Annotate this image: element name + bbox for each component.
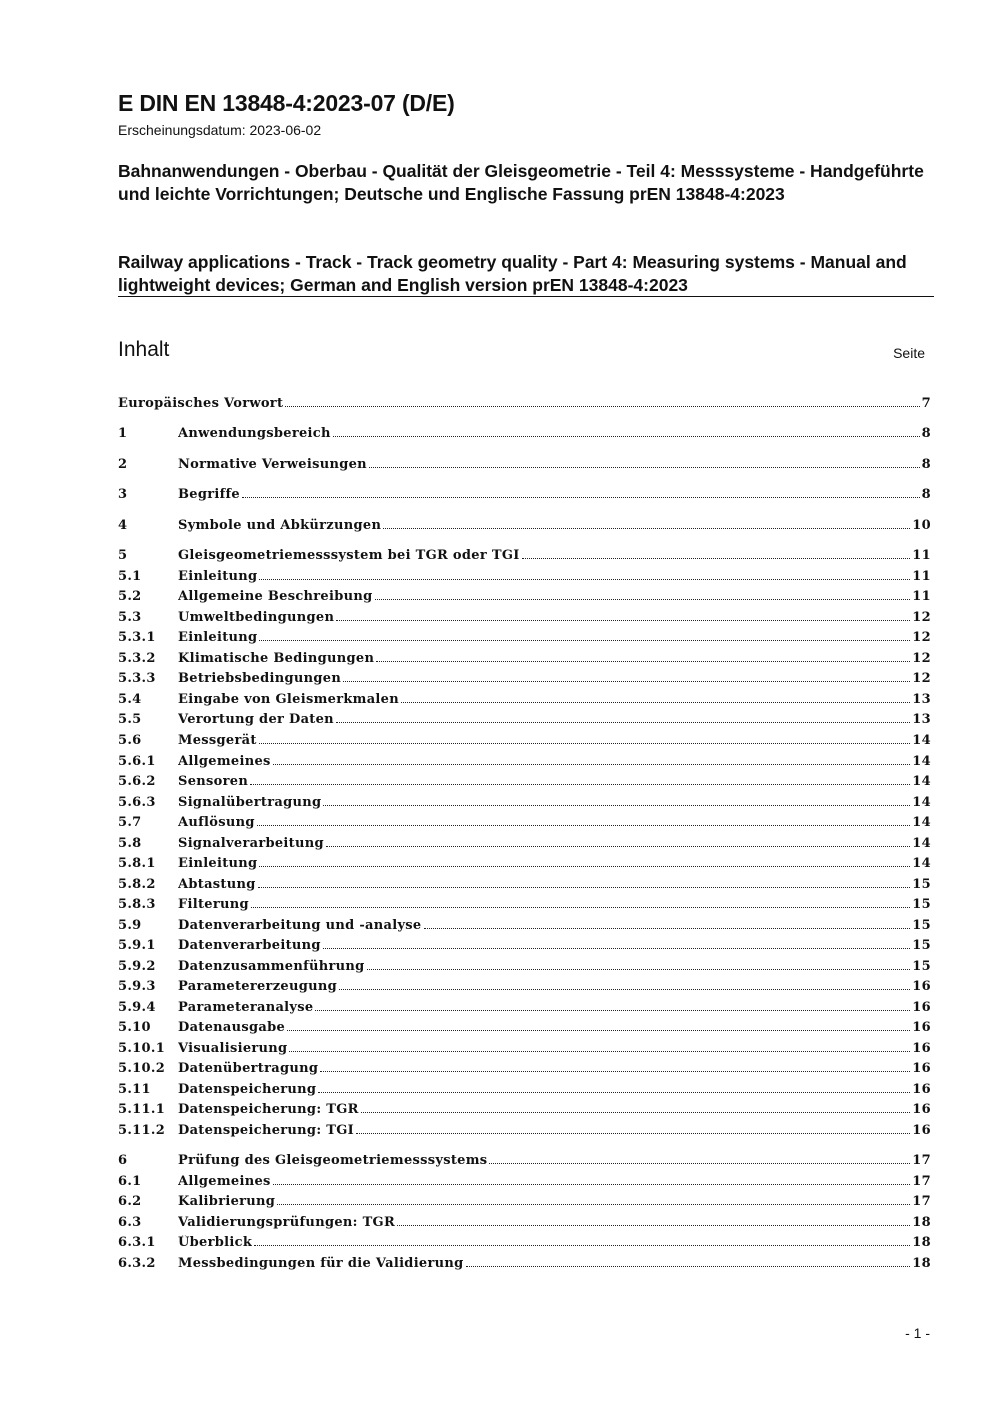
toc-entry-page: 18 xyxy=(912,1256,931,1271)
toc-entry-page: 15 xyxy=(912,959,931,974)
toc-entry[interactable] xyxy=(118,1174,931,1194)
toc-entry-page: 12 xyxy=(912,671,931,686)
toc-entry-title: Symbole und Abkürzungen xyxy=(178,518,382,533)
toc-entry-page: 16 xyxy=(912,1061,931,1076)
toc-entry-page: 16 xyxy=(912,1102,931,1117)
toc-entry-title: Normative Verweisungen xyxy=(178,457,367,472)
toc-entry-number: 5.6.2 xyxy=(118,774,156,789)
toc-dot-leader xyxy=(326,846,910,847)
toc-entry-title: Auflösung xyxy=(178,815,255,830)
title-german: Bahnanwendungen - Oberbau - Qualität der Gleisgeometrie - Teil 4: Messsysteme - Handgeführte und leichte Vorrichtungen; Deutsche und Englische Fassung prEN 13848-4:2023 xyxy=(118,161,924,204)
toc-entry-title: Filterung xyxy=(178,897,249,912)
toc-entry-number: 5.9.4 xyxy=(118,1000,156,1015)
toc-entry[interactable] xyxy=(118,671,931,691)
toc-dot-leader xyxy=(277,1204,910,1205)
toc-entry-page: 16 xyxy=(912,1123,931,1138)
toc-entry-number: 5.10.1 xyxy=(118,1041,166,1056)
toc-entry[interactable] xyxy=(118,959,931,979)
toc-dot-leader xyxy=(318,1092,910,1093)
toc-entry[interactable] xyxy=(118,487,931,507)
toc-entry-title: Visualisierung xyxy=(178,1041,288,1056)
toc-entry[interactable] xyxy=(118,1041,931,1061)
toc-entry[interactable] xyxy=(118,1153,931,1173)
toc-entry[interactable] xyxy=(118,795,931,815)
toc-entry-title: Datenzusammenführung xyxy=(178,959,365,974)
toc-entry-number: 6.1 xyxy=(118,1174,142,1189)
toc-entry[interactable] xyxy=(118,1020,931,1040)
toc-entry[interactable] xyxy=(118,754,931,774)
toc-entry-number: 5 xyxy=(118,548,128,563)
toc-entry-page: 12 xyxy=(912,630,931,645)
toc-entry-number: 6.3.1 xyxy=(118,1235,156,1250)
toc-dot-leader xyxy=(339,989,910,990)
toc-entry-number: 5.9.2 xyxy=(118,959,156,974)
toc-entry-title: Validierungsprüfungen: TGR xyxy=(178,1215,396,1230)
toc-entry-title: Allgemeines xyxy=(178,1174,271,1189)
toc-entry-title: Allgemeine Beschreibung xyxy=(178,589,373,604)
toc-entry-number: 1 xyxy=(118,426,128,441)
toc-entry-title: Europäisches Vorwort xyxy=(118,396,284,411)
toc-entry[interactable] xyxy=(118,815,931,835)
toc-dot-leader xyxy=(333,436,920,437)
toc-entry-title: Datenspeicherung: TGR xyxy=(178,1102,359,1117)
toc-dot-leader xyxy=(315,1010,910,1011)
toc-entry-title: Klimatische Bedingungen xyxy=(178,651,375,666)
table-of-contents xyxy=(118,0,931,1403)
toc-dot-leader xyxy=(356,1133,910,1134)
document-id: E DIN EN 13848-4:2023-07 (D/E) xyxy=(118,90,455,116)
toc-entry[interactable] xyxy=(118,457,931,477)
toc-entry-number: 5.8.3 xyxy=(118,897,156,912)
toc-entry[interactable] xyxy=(118,938,931,958)
toc-entry[interactable] xyxy=(118,610,931,630)
toc-dot-leader xyxy=(259,579,910,580)
toc-dot-leader xyxy=(273,764,911,765)
toc-dot-leader xyxy=(254,1245,910,1246)
toc-entry-page: 16 xyxy=(912,1082,931,1097)
toc-dot-leader xyxy=(258,887,911,888)
toc-entry-page: 10 xyxy=(912,518,931,533)
toc-dot-leader xyxy=(343,681,910,682)
toc-entry-page: 13 xyxy=(912,712,931,727)
toc-entry-title: Datenspeicherung: TGI xyxy=(178,1123,355,1138)
toc-entry-number: 5.11.1 xyxy=(118,1102,166,1117)
toc-dot-leader xyxy=(250,784,910,785)
toc-entry-page: 11 xyxy=(912,548,931,563)
toc-dot-leader xyxy=(376,661,910,662)
toc-entry-title: Messgerät xyxy=(178,733,257,748)
toc-entry-page: 12 xyxy=(912,610,931,625)
toc-entry-page: 18 xyxy=(912,1235,931,1250)
toc-dot-leader xyxy=(375,599,911,600)
toc-entry[interactable] xyxy=(118,712,931,732)
toc-entry-number: 6 xyxy=(118,1153,128,1168)
toc-entry-page: 14 xyxy=(912,856,931,871)
toc-entry-number: 4 xyxy=(118,518,128,533)
toc-entry-number: 6.3 xyxy=(118,1215,142,1230)
toc-dot-leader xyxy=(383,528,910,529)
toc-entry-page: 13 xyxy=(912,692,931,707)
toc-entry[interactable] xyxy=(118,1235,931,1255)
toc-entry-page: 12 xyxy=(912,651,931,666)
toc-entry[interactable] xyxy=(118,1102,931,1122)
toc-entry-title: Begriffe xyxy=(178,487,240,502)
toc-entry[interactable] xyxy=(118,651,931,671)
toc-entry-page: 7 xyxy=(921,396,931,411)
toc-dot-leader xyxy=(367,969,911,970)
toc-entry-title: Parameteranalyse xyxy=(178,1000,314,1015)
toc-entry-page: 14 xyxy=(912,795,931,810)
toc-entry-page: 16 xyxy=(912,1020,931,1035)
toc-dot-leader xyxy=(242,497,920,498)
toc-entry-page: 18 xyxy=(912,1215,931,1230)
toc-dot-leader xyxy=(489,1163,910,1164)
toc-entry[interactable] xyxy=(118,692,931,712)
toc-entry-number: 5.9 xyxy=(118,918,142,933)
toc-entry-page: 8 xyxy=(921,426,931,441)
toc-dot-leader xyxy=(424,928,911,929)
toc-entry-number: 5.7 xyxy=(118,815,142,830)
toc-entry[interactable] xyxy=(118,630,931,650)
toc-entry[interactable] xyxy=(118,569,931,589)
toc-entry[interactable] xyxy=(118,733,931,753)
toc-dot-leader xyxy=(336,722,910,723)
toc-entry[interactable] xyxy=(118,1123,931,1143)
toc-entry-number: 5.3.2 xyxy=(118,651,156,666)
toc-entry-number: 2 xyxy=(118,457,128,472)
toc-entry-number: 5.5 xyxy=(118,712,142,727)
toc-dot-leader xyxy=(320,1071,910,1072)
toc-dot-leader xyxy=(273,1184,911,1185)
toc-entry[interactable] xyxy=(118,1256,931,1276)
toc-entry-title: Verortung der Daten xyxy=(178,712,334,727)
toc-entry-title: Signalübertragung xyxy=(178,795,322,810)
toc-entry-title: Datenverarbeitung xyxy=(178,938,321,953)
toc-dot-leader xyxy=(522,558,911,559)
toc-entry-number: 5.8 xyxy=(118,836,142,851)
toc-entry-number: 5.1 xyxy=(118,569,142,584)
toc-entry-title: Überblick xyxy=(178,1235,253,1250)
toc-entry-page: 14 xyxy=(912,754,931,769)
toc-entry-title: Datenausgabe xyxy=(178,1020,286,1035)
toc-entry[interactable] xyxy=(118,979,931,999)
toc-entry[interactable] xyxy=(118,518,931,538)
toc-entry-title: Umweltbedingungen xyxy=(178,610,335,625)
toc-entry-number: 5.11 xyxy=(118,1082,151,1097)
toc-entry-page: 17 xyxy=(912,1174,931,1189)
toc-entry-title: Gleisgeometriemesssystem bei TGR oder TGI xyxy=(178,548,520,563)
toc-entry-title: Datenübertragung xyxy=(178,1061,319,1076)
toc-entry-number: 6.2 xyxy=(118,1194,142,1209)
toc-dot-leader xyxy=(323,805,910,806)
toc-entry-number: 5.11.2 xyxy=(118,1123,166,1138)
publication-date: Erscheinungsdatum: 2023-06-02 xyxy=(118,122,322,138)
toc-dot-leader xyxy=(289,1051,910,1052)
toc-entry-number: 5.6.1 xyxy=(118,754,156,769)
toc-entry-page: 16 xyxy=(912,979,931,994)
toc-entry-number: 5.9.3 xyxy=(118,979,156,994)
toc-entry-number: 5.3.3 xyxy=(118,671,156,686)
toc-entry-number: 5.6.3 xyxy=(118,795,156,810)
toc-entry-page: 15 xyxy=(912,938,931,953)
toc-entry-page: 15 xyxy=(912,918,931,933)
toc-dot-leader xyxy=(336,620,910,621)
toc-entry-number: 5.3 xyxy=(118,610,142,625)
toc-entry-number: 6.3.2 xyxy=(118,1256,156,1271)
toc-dot-leader xyxy=(285,406,919,407)
toc-dot-leader xyxy=(369,467,920,468)
toc-entry-title: Einleitung xyxy=(178,856,258,871)
toc-entry[interactable] xyxy=(118,1215,931,1235)
toc-dot-leader xyxy=(361,1112,911,1113)
toc-entry-title: Betriebsbedingungen xyxy=(178,671,342,686)
toc-entry[interactable] xyxy=(118,897,931,917)
toc-entry-number: 5.10 xyxy=(118,1020,151,1035)
toc-entry-page: 16 xyxy=(912,1000,931,1015)
toc-entry[interactable] xyxy=(118,1061,931,1081)
toc-dot-leader xyxy=(397,1225,910,1226)
toc-entry-page: 14 xyxy=(912,774,931,789)
toc-entry[interactable] xyxy=(118,396,931,416)
toc-entry-number: 5.2 xyxy=(118,589,142,604)
toc-entry[interactable] xyxy=(118,836,931,856)
toc-entry-page: 15 xyxy=(912,897,931,912)
toc-dot-leader xyxy=(259,640,910,641)
toc-entry-title: Messbedingungen für die Validierung xyxy=(178,1256,464,1271)
toc-entry-page: 8 xyxy=(921,457,931,472)
toc-dot-leader xyxy=(323,948,911,949)
toc-entry[interactable] xyxy=(118,774,931,794)
toc-dot-leader xyxy=(251,907,910,908)
toc-dot-leader xyxy=(287,1030,910,1031)
toc-entry-page: 17 xyxy=(912,1153,931,1168)
toc-entry[interactable] xyxy=(118,589,931,609)
toc-entry-title: Anwendungsbereich xyxy=(178,426,331,441)
toc-entry[interactable] xyxy=(118,1194,931,1214)
toc-entry-page: 11 xyxy=(912,589,931,604)
toc-entry[interactable] xyxy=(118,1082,931,1102)
toc-entry-number: 3 xyxy=(118,487,128,502)
toc-entry-page: 8 xyxy=(921,487,931,502)
toc-entry-number: 5.6 xyxy=(118,733,142,748)
toc-entry[interactable] xyxy=(118,856,931,876)
toc-entry-page: 14 xyxy=(912,815,931,830)
toc-entry-number: 5.9.1 xyxy=(118,938,156,953)
toc-heading: Inhalt xyxy=(118,338,170,361)
toc-entry-page: 14 xyxy=(912,733,931,748)
toc-entry-title: Datenverarbeitung und -analyse xyxy=(178,918,422,933)
toc-entry-title: Einleitung xyxy=(178,630,258,645)
toc-entry-title: Sensoren xyxy=(178,774,249,789)
toc-entry-title: Signalverarbeitung xyxy=(178,836,324,851)
toc-dot-leader xyxy=(257,825,911,826)
toc-entry-title: Eingabe von Gleismerkmalen xyxy=(178,692,399,707)
toc-entry-title: Prüfung des Gleisgeometriemesssystems xyxy=(178,1153,488,1168)
toc-dot-leader xyxy=(401,702,910,703)
toc-entry-title: Parametererzeugung xyxy=(178,979,337,994)
toc-entry-page: 11 xyxy=(912,569,931,584)
toc-entry[interactable] xyxy=(118,548,931,568)
toc-entry-page: 17 xyxy=(912,1194,931,1209)
toc-entry-number: 5.8.1 xyxy=(118,856,156,871)
toc-entry-number: 5.3.1 xyxy=(118,630,156,645)
toc-dot-leader xyxy=(259,743,911,744)
toc-entry-title: Abtastung xyxy=(178,877,256,892)
toc-entry-title: Kalibrierung xyxy=(178,1194,276,1209)
title-english: Railway applications - Track - Track geometry quality - Part 4: Measuring systems - Manual and lightweight devices; German and English version prEN 13848-4:2023 xyxy=(118,252,907,295)
toc-entry[interactable] xyxy=(118,918,931,938)
toc-entry[interactable] xyxy=(118,877,931,897)
toc-entry[interactable] xyxy=(118,426,931,446)
toc-entry-page: 15 xyxy=(912,877,931,892)
page-column-label: Seite xyxy=(893,345,925,361)
toc-entry-title: Einleitung xyxy=(178,569,258,584)
toc-entry-number: 5.8.2 xyxy=(118,877,156,892)
toc-entry-title: Datenspeicherung xyxy=(178,1082,317,1097)
toc-entry-title: Allgemeines xyxy=(178,754,271,769)
toc-dot-leader xyxy=(259,866,910,867)
toc-entry[interactable] xyxy=(118,1000,931,1020)
toc-entry-number: 5.10.2 xyxy=(118,1061,166,1076)
toc-entry-number: 5.4 xyxy=(118,692,142,707)
toc-entry-page: 14 xyxy=(912,836,931,851)
toc-entry-page: 16 xyxy=(912,1041,931,1056)
page-number: - 1 - xyxy=(905,1325,930,1341)
toc-dot-leader xyxy=(466,1266,911,1267)
